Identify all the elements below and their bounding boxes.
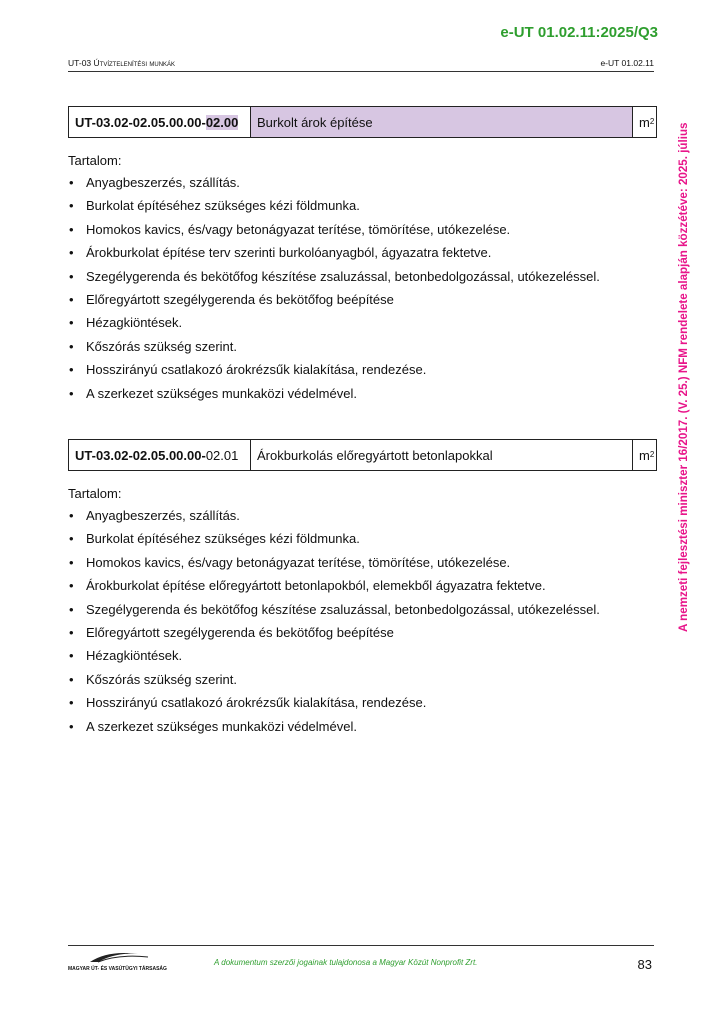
road-swoosh-icon xyxy=(68,948,163,966)
item-content xyxy=(68,486,600,742)
organization-logo xyxy=(68,948,167,972)
list-item: • A szerkezet szükséges munkaközi védelmével. xyxy=(68,386,600,409)
item-code-main: UT-03.02-02.05.00.00- xyxy=(75,447,206,463)
list-item: • Szegélygerenda és bekötőfog készítése zsaluzással, betonbedolgozással, utókezeléssel. xyxy=(68,269,600,292)
page-number: 83 xyxy=(637,957,652,972)
content-label: Tartalom: xyxy=(68,153,122,168)
list-item: • Anyagbeszerzés, szállítás. xyxy=(68,508,600,531)
content-list xyxy=(68,508,600,742)
item-code xyxy=(69,107,251,137)
list-item: • Előregyártott szegélygerenda és bekötőfog beépítése xyxy=(68,292,600,315)
item-header-table xyxy=(68,439,657,471)
item-code xyxy=(69,440,251,470)
list-item: • Burkolat építéséhez szükséges kézi földmunka. xyxy=(68,198,600,221)
list-item: • Hézagkiöntések. xyxy=(68,648,600,671)
list-item: • Előregyártott szegélygerenda és bekötőfog beépítése xyxy=(68,625,600,648)
item-name: Árokburkolás előregyártott betonlapokkal xyxy=(251,440,633,470)
header-section-title xyxy=(68,58,175,68)
list-item: • Árokburkolat építése előregyártott betonlapokból, elemekből ágyazatra fektetve. xyxy=(68,578,600,601)
list-item: • Homokos kavics, és/vagy betonágyazat terítése, tömörítése, utókezelése. xyxy=(68,555,600,578)
item-name: Burkolt árok építése xyxy=(251,107,633,137)
item-code-main: UT-03.02-02.05.00.00- xyxy=(75,114,206,130)
list-item: • Hosszirányú csatlakozó árokrézsűk kialakítása, rendezése. xyxy=(68,362,600,385)
content-list xyxy=(68,175,600,409)
list-item: • Homokos kavics, és/vagy betonágyazat terítése, tömörítése, utókezelése. xyxy=(68,222,600,245)
copyright-notice: A dokumentum szerzői jogainak tulajdonosa a Magyar Közút Nonprofit Zrt. xyxy=(214,958,478,967)
footer-rule xyxy=(68,945,654,946)
item-header-table xyxy=(68,106,657,138)
item-content xyxy=(68,153,600,409)
list-item: • Kőszórás szükség szerint. xyxy=(68,339,600,362)
item-code-suffix: 02.01 xyxy=(205,447,239,463)
running-header xyxy=(68,58,654,72)
logo-text: MAGYAR ÚT- ÉS VASÚTÜGYI TÁRSASÁG xyxy=(68,966,167,972)
list-item: • Hosszirányú csatlakozó árokrézsűk kialakítása, rendezése. xyxy=(68,695,600,718)
item-unit: m 2 xyxy=(639,447,655,463)
list-item: • Kőszórás szükség szerint. xyxy=(68,672,600,695)
document-code: e-UT 01.02.11:2025/Q3 xyxy=(500,24,658,41)
list-item: • Hézagkiöntések. xyxy=(68,315,600,338)
item-code-suffix: 02.00 xyxy=(205,114,239,130)
header-doc-ref: e-UT 01.02.11 xyxy=(600,58,654,68)
header-title: Útvíztelenítési munkák xyxy=(93,58,176,68)
vertical-publication-note: A nemzeti fejlesztési miniszter 16/2017. (V. 25.) NFM rendelete alapján közzétéve: 2025. július xyxy=(677,122,690,632)
content-label: Tartalom: xyxy=(68,486,122,501)
item-unit: m 2 xyxy=(639,114,655,130)
list-item: • Árokburkolat építése terv szerinti burkolóanyagból, ágyazatra fektetve. xyxy=(68,245,600,268)
list-item: • Burkolat építéséhez szükséges kézi földmunka. xyxy=(68,531,600,554)
header-prefix: UT-03 xyxy=(68,58,92,68)
list-item: • Szegélygerenda és bekötőfog készítése zsaluzással, betonbedolgozással, utókezeléssel. xyxy=(68,602,600,625)
unit-base: m xyxy=(639,114,650,130)
list-item: • A szerkezet szükséges munkaközi védelmével. xyxy=(68,719,600,742)
list-item: • Anyagbeszerzés, szállítás. xyxy=(68,175,600,198)
unit-base: m xyxy=(639,447,650,463)
